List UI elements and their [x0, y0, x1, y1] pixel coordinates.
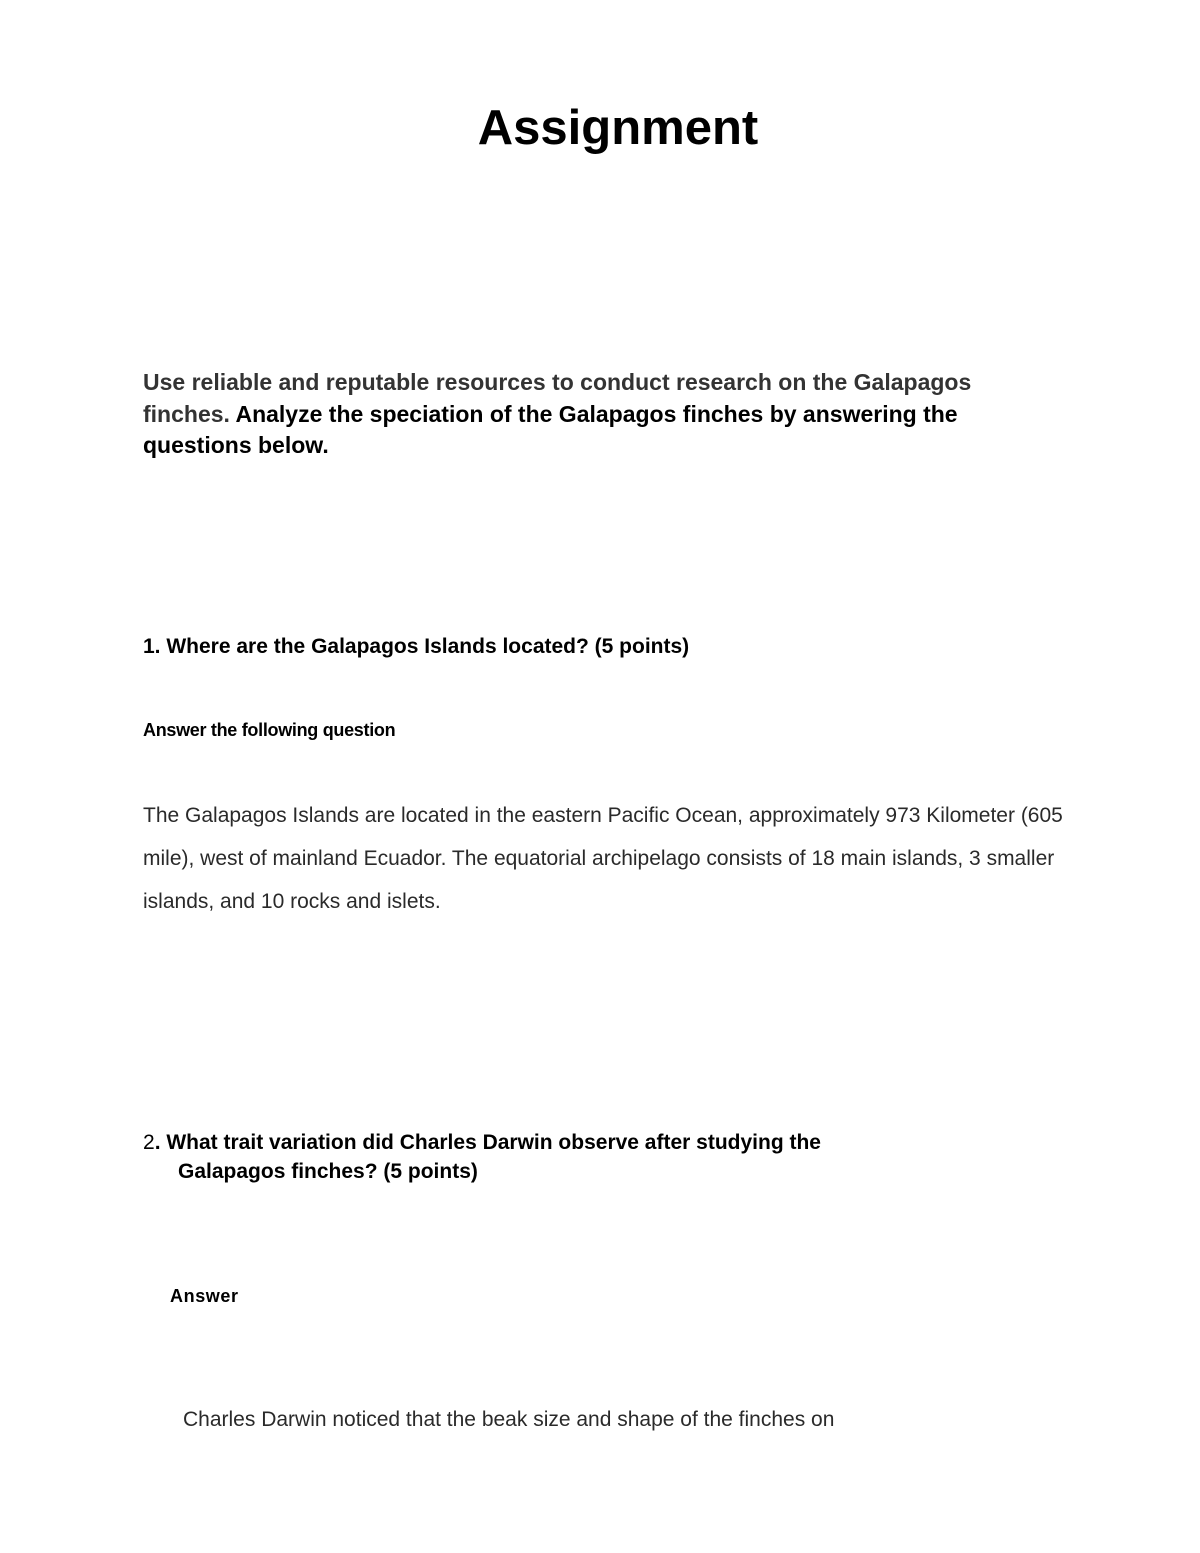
- question-2-text-line-1: . What trait variation did Charles Darwin observe after studying the: [154, 1131, 821, 1154]
- question-1-text: Where are the Galapagos Islands located? (5 points): [166, 635, 690, 658]
- question-2-number: 2: [143, 1131, 155, 1154]
- question-2: [143, 1128, 821, 1186]
- answer-2-text: Charles Darwin noticed that the beak size and shape of the finches on: [183, 1408, 835, 1431]
- intro-part-2: Analyze the speciation of the Galapagos finches by answering the questions below.: [143, 400, 958, 458]
- answer-2-label: Answer: [170, 1286, 239, 1306]
- answer-1-label: Answer the following question: [143, 720, 396, 740]
- question-1: [143, 632, 689, 661]
- page-title: Assignment: [477, 101, 759, 155]
- intro-paragraph: [143, 367, 1043, 462]
- question-2-text-line-2: Galapagos finches? (5 points): [178, 1160, 478, 1183]
- intro-part-1: Use reliable and reputable resources to conduct research on the Galapagos finches.: [143, 369, 972, 427]
- question-1-number: 1.: [143, 635, 161, 658]
- answer-1-text: The Galapagos Islands are located in the eastern Pacific Ocean, approximately 973 Kilometer (605 mile), west of mainland Ecuador. The equatorial archipelago consists of 18 main islands, 3 smaller islands, and 10 rocks and islets.: [143, 804, 1063, 913]
